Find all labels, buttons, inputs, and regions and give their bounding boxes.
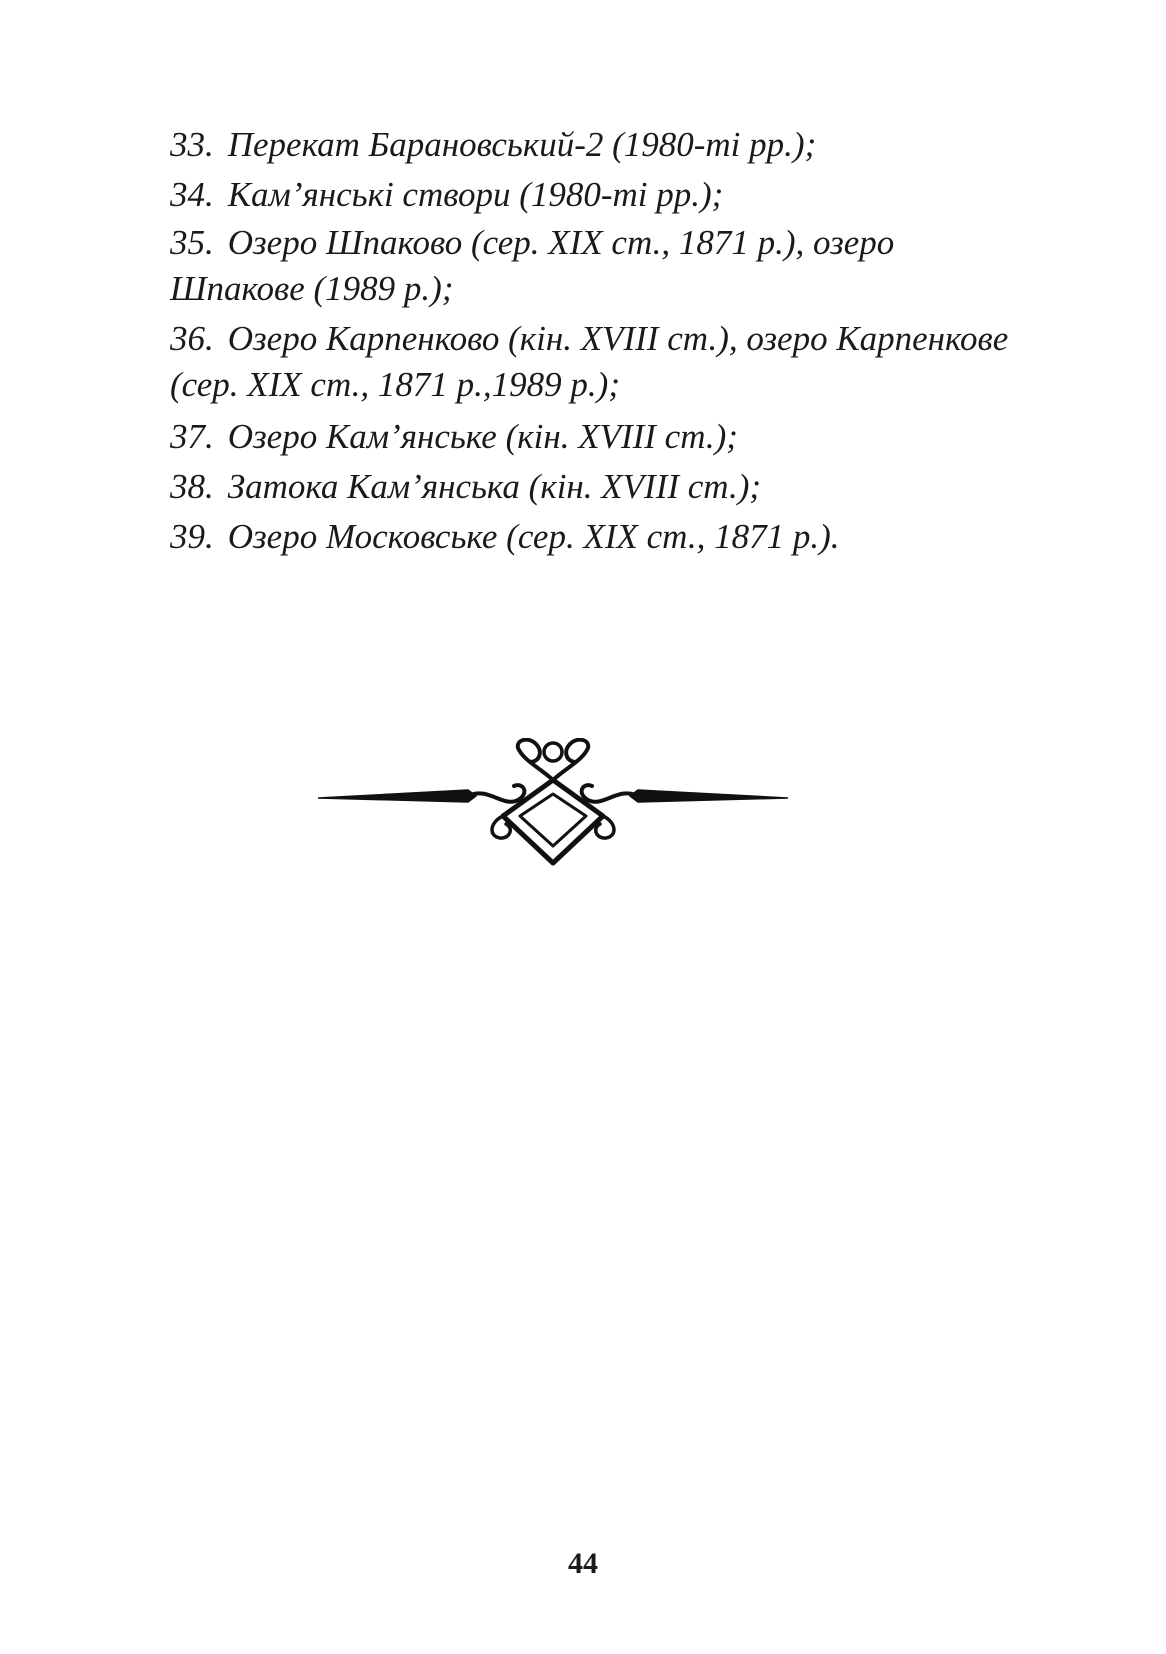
- flourish-divider-icon: [318, 738, 788, 868]
- item-number: 35.: [170, 223, 214, 262]
- list-item: [170, 170, 1030, 220]
- item-number: 39.: [170, 517, 214, 556]
- item-number: 37.: [170, 417, 214, 456]
- item-number: 36.: [170, 319, 214, 358]
- list-item: [170, 120, 1030, 170]
- item-number: 34.: [170, 175, 214, 214]
- list-item: [170, 462, 1030, 512]
- item-text: Кам’янські створи (1980-ті рр.);: [227, 175, 724, 214]
- item-number: 33.: [170, 125, 214, 164]
- place-name-list: [170, 120, 1030, 562]
- item-text: Озеро Шпаково (сер. XIX ст., 1871 р.), озеро Шпакове (1989 р.);: [170, 223, 895, 308]
- page-number: 44: [568, 1547, 598, 1580]
- list-item: [170, 220, 1030, 312]
- item-text: Перекат Барановський-2 (1980-ті рр.);: [227, 125, 817, 164]
- item-text: Озеро Карпенково (кін. XVIII ст.), озеро Карпенкове (сер. XIX ст., 1871 р.,1989 р.);: [170, 319, 1009, 404]
- item-text: Затока Кам’янська (кін. XVIII ст.);: [227, 467, 762, 506]
- item-text: Озеро Московське (сер. XIX ст., 1871 р.).: [227, 517, 840, 556]
- list-item: [170, 316, 1030, 408]
- list-item: [170, 512, 1030, 562]
- list-item: [170, 412, 1030, 462]
- item-number: 38.: [170, 467, 214, 506]
- item-text: Озеро Кам’янське (кін. XVIII ст.);: [227, 417, 738, 456]
